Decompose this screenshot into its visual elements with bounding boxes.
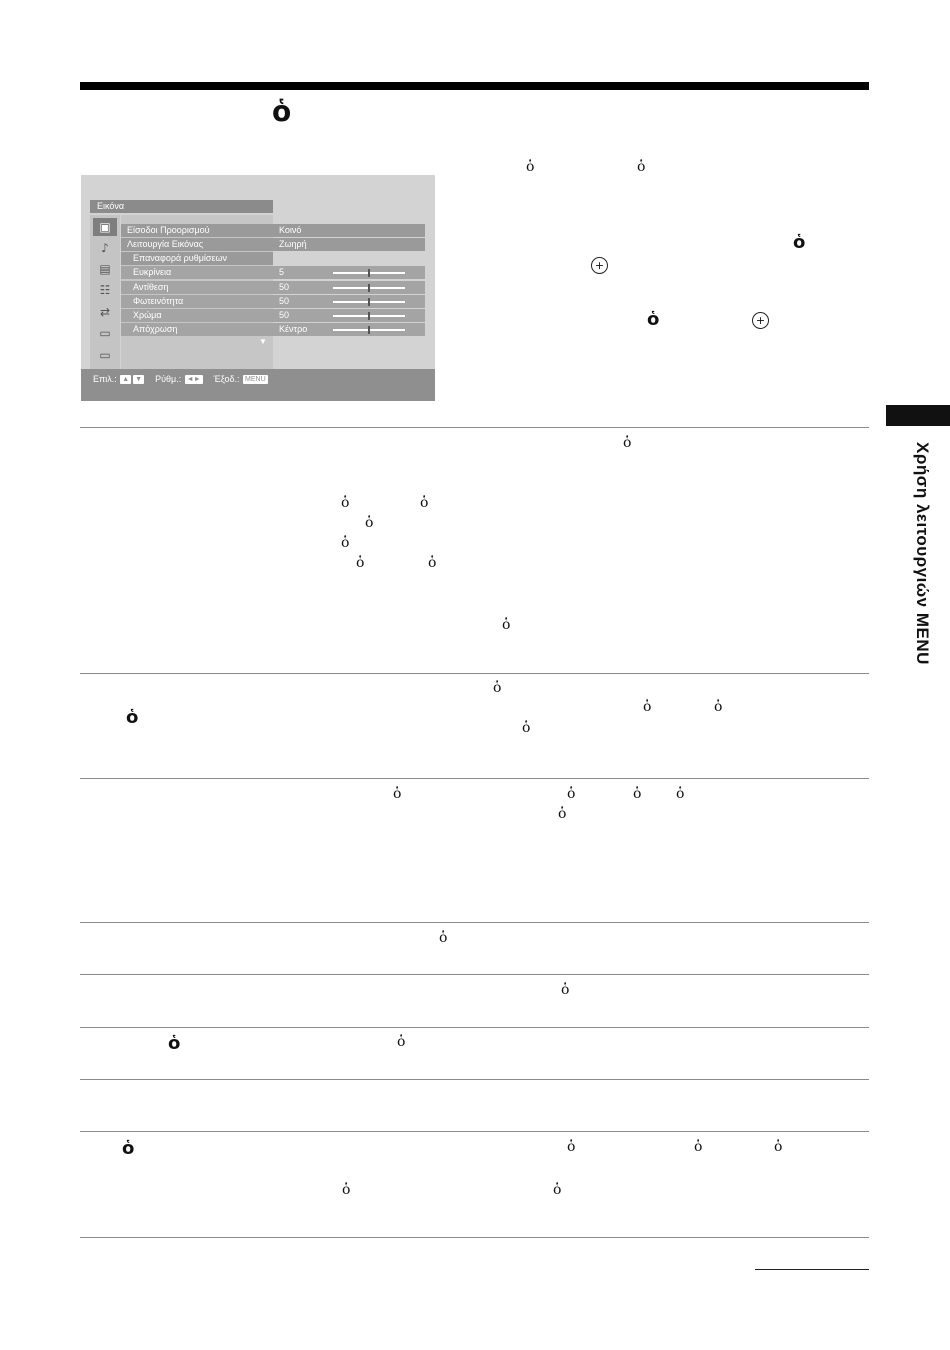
inline-glyph-bold: ὁ — [647, 309, 660, 330]
inline-glyph: ὁ — [633, 786, 642, 802]
menu-row-value: Ζωηρή — [279, 239, 307, 249]
inline-glyph: ὁ — [439, 930, 448, 946]
slider-knob[interactable] — [368, 312, 370, 320]
inline-glyph: ὁ — [676, 786, 685, 802]
inline-glyph: ὁ — [553, 1182, 562, 1198]
settings-icon[interactable]: ☷ — [99, 283, 111, 297]
select-hint-label: Επιλ.: — [93, 374, 117, 384]
input-icon[interactable]: ⇄ — [99, 305, 111, 319]
section-side-title: Χρήση λειτουργιών MENU — [913, 442, 932, 665]
menu-footer-hints — [93, 375, 269, 384]
up-arrow-icon: ▲ — [122, 376, 130, 383]
down-arrow-icon: ▼ — [135, 376, 143, 383]
menu-row-label: Χρώμα — [133, 310, 162, 320]
menu-row-hue[interactable] — [121, 323, 425, 336]
inline-glyph: ὁ — [637, 159, 646, 175]
inline-glyph: ὁ — [774, 1139, 783, 1155]
menu-row-contrast[interactable] — [121, 281, 425, 294]
menu-row-sharpness[interactable] — [121, 266, 425, 279]
inline-glyph: ὁ — [356, 555, 365, 571]
color-slider[interactable] — [333, 315, 405, 317]
menu-row-label: Ευκρίνεια — [133, 267, 172, 277]
menu-row-target-inputs[interactable] — [121, 224, 425, 237]
inline-glyph: ὁ — [428, 555, 437, 571]
menu-row-label: Επαναφορά ρυθμίσεων — [133, 253, 227, 263]
inline-glyph: ὁ — [420, 495, 429, 511]
menu-row-value: Κοινό — [279, 225, 302, 235]
inline-glyph: ὁ — [493, 680, 502, 696]
menu-row-label: Είσοδοι Προορισμού — [127, 225, 210, 235]
table-rule — [80, 1079, 869, 1080]
sharpness-slider[interactable] — [333, 272, 405, 274]
table-rule — [80, 974, 869, 975]
table-rule — [80, 778, 869, 779]
menu-row-value: 50 — [279, 282, 290, 292]
inline-glyph: ὁ — [567, 786, 576, 802]
menu-icon-column — [90, 215, 120, 369]
inline-glyph: ὁ — [623, 435, 632, 451]
slider-knob[interactable] — [368, 326, 370, 334]
menu-row-label: Αντίθεση — [133, 282, 169, 292]
menu-row-label: Απόχρωση — [133, 324, 178, 334]
row-label-glyph: ὁ — [122, 1138, 135, 1159]
menu-row-brightness[interactable] — [121, 295, 425, 308]
row-label-glyph: ὁ — [168, 1033, 181, 1054]
table-rule — [80, 1131, 869, 1132]
inline-glyph-bold: ὁ — [793, 232, 806, 253]
table-rule — [80, 427, 869, 428]
heading-glyph: ὁ — [272, 95, 292, 128]
slider-knob[interactable] — [368, 284, 370, 292]
table-rule — [80, 1237, 869, 1238]
screen-icon[interactable]: ▤ — [99, 262, 111, 276]
enter-button-icon: + — [752, 312, 769, 329]
scroll-down-icon: ▼ — [259, 337, 267, 346]
menu-row-value: 50 — [279, 296, 290, 306]
menu-row-color[interactable] — [121, 309, 425, 322]
top-rule — [80, 82, 869, 90]
inline-glyph: ὁ — [714, 699, 723, 715]
enter-key-icon: ◄► — [186, 376, 201, 383]
menu-footer — [81, 369, 435, 401]
inline-glyph: ὁ — [365, 515, 374, 531]
inline-glyph: ὁ — [558, 806, 567, 822]
pc-icon[interactable]: ▭ — [99, 326, 111, 340]
menu-row-label: Φωτεινότητα — [133, 296, 184, 306]
adjust-hint-label: Ρύθμ.: — [155, 374, 182, 384]
picture-icon[interactable]: ▣ — [93, 218, 117, 236]
picture-menu-screenshot — [81, 175, 435, 401]
inline-glyph: ὁ — [397, 1034, 406, 1050]
inline-glyph: ὁ — [643, 699, 652, 715]
inline-glyph: ὁ — [526, 159, 535, 175]
inline-glyph: ὁ — [341, 535, 350, 551]
hue-slider[interactable] — [333, 329, 405, 331]
menu-key: MENU — [245, 376, 266, 383]
row-label-glyph: ὁ — [126, 707, 139, 728]
menu-title: Εικόνα — [90, 200, 273, 213]
menu-row-value: 50 — [279, 310, 290, 320]
side-tab-marker — [886, 405, 950, 426]
inline-glyph: ὁ — [567, 1139, 576, 1155]
continued-rule — [755, 1269, 869, 1270]
contrast-slider[interactable] — [333, 287, 405, 289]
table-rule — [80, 922, 869, 923]
menu-row-value: Κέντρο — [279, 324, 308, 334]
table-rule — [80, 1027, 869, 1028]
inline-glyph: ὁ — [341, 495, 350, 511]
inline-glyph: ὁ — [694, 1139, 703, 1155]
inline-glyph: ὁ — [342, 1182, 351, 1198]
menu-row-label: Λειτουργία Εικόνας — [127, 239, 204, 249]
table-rule — [80, 673, 869, 674]
menu-row-reset[interactable] — [121, 252, 273, 265]
inline-glyph: ὁ — [502, 617, 511, 633]
channel-icon[interactable]: ▭ — [99, 348, 111, 362]
enter-button-icon: + — [591, 257, 608, 274]
exit-hint-label: Έξοδ.: — [213, 374, 240, 384]
slider-knob[interactable] — [368, 269, 370, 277]
brightness-slider[interactable] — [333, 301, 405, 303]
sound-icon[interactable]: ♪ — [101, 241, 109, 255]
slider-knob[interactable] — [368, 298, 370, 306]
inline-glyph: ὁ — [561, 982, 570, 998]
menu-row-value: 5 — [279, 267, 285, 277]
inline-glyph: ὁ — [393, 786, 402, 802]
menu-row-picture-mode[interactable] — [121, 238, 425, 251]
inline-glyph: ὁ — [522, 720, 531, 736]
